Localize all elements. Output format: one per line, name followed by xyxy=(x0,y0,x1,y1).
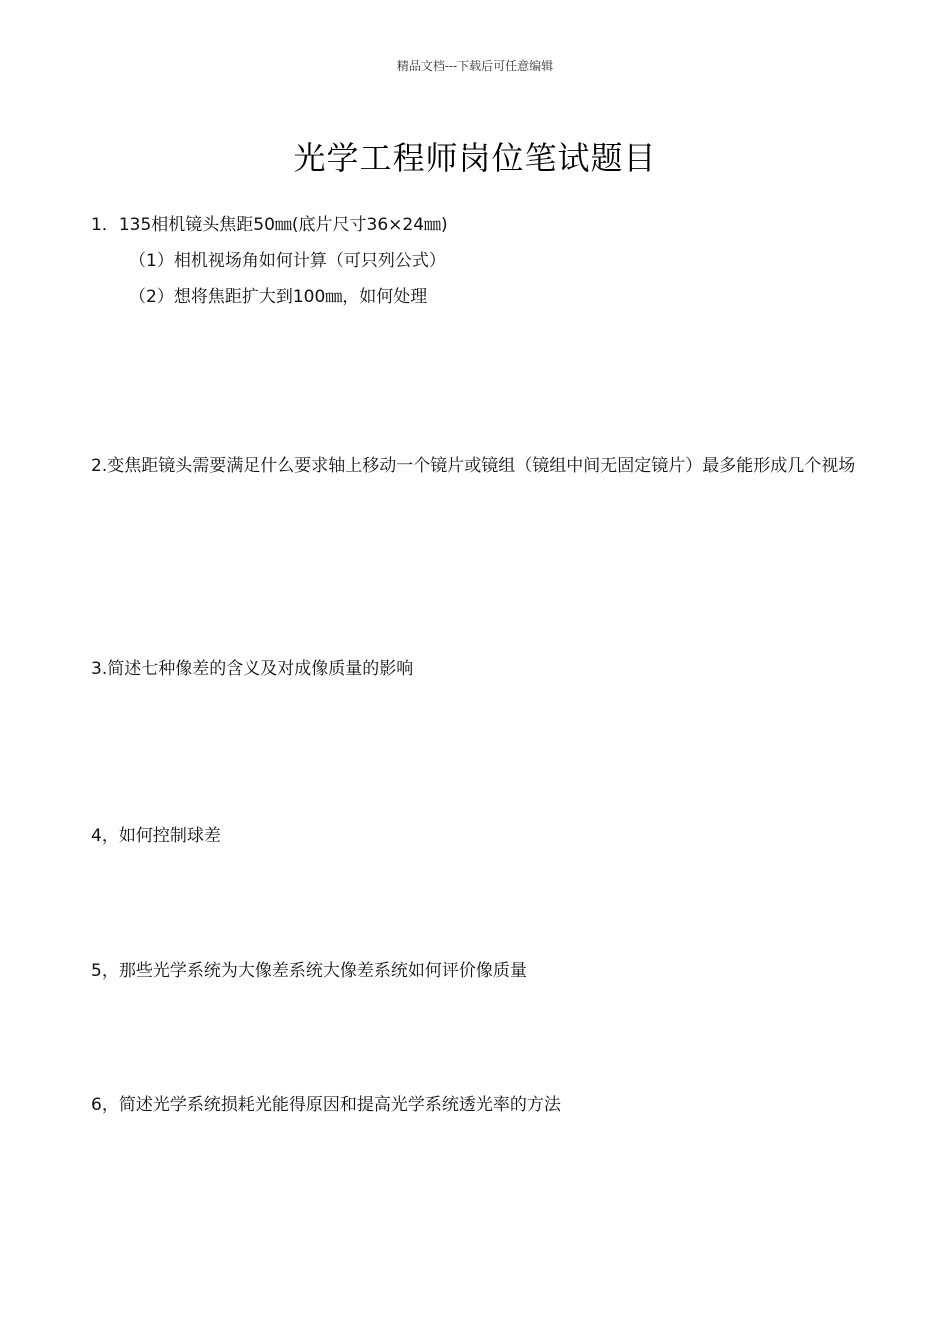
question-1 xyxy=(91,207,866,315)
question-3-text: 3.简述七种像差的含义及对成像质量的影响 xyxy=(91,659,414,679)
question-2 xyxy=(91,448,866,484)
question-3 xyxy=(91,651,866,687)
question-1-sub-item-1: （1）相机视场角如何计算（可只列公式） xyxy=(129,251,446,271)
question-5 xyxy=(91,953,866,989)
question-2-text: 2.变焦距镜头需要满足什么要求轴上移动一个镜片或镜组（镜组中间无固定镜片）最多能形成几个视场 xyxy=(91,456,856,476)
question-4 xyxy=(91,818,866,854)
question-6 xyxy=(91,1087,866,1123)
question-6-text: 6，简述光学系统损耗光能得原因和提高光学系统透光率的方法 xyxy=(91,1095,561,1115)
question-1-text: 1．135相机镜头焦距50㎜(底片尺寸36×24㎜) xyxy=(91,215,448,235)
question-1-sub-item-2: （2）想将焦距扩大到100㎜，如何处理 xyxy=(129,287,428,307)
question-5-text: 5，那些光学系统为大像差系统大像差系统如何评价像质量 xyxy=(91,961,527,981)
page-title: 光学工程师岗位笔试题目 xyxy=(293,139,657,178)
question-4-text: 4，如何控制球差 xyxy=(91,826,221,846)
header-note: 精品文档---下载后可任意编辑 xyxy=(396,59,554,73)
